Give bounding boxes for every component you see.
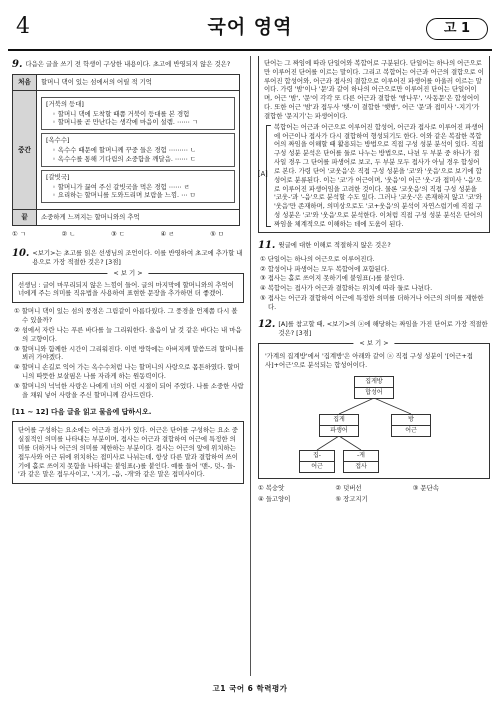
tree-node-right: 방 어근 xyxy=(391,414,431,437)
word-structure-tree xyxy=(289,376,459,472)
tree-node-left-right: -게 접사 xyxy=(343,450,379,473)
question-number: 11. xyxy=(258,239,276,251)
page-number: 4 xyxy=(16,14,30,39)
choice-5[interactable]: ⑤ 접사는 어근과 결합하여 어근에 특정한 의미를 더하거나 어근의 의미를 제한한다. xyxy=(260,294,484,311)
grade-badge: 고 1 xyxy=(426,18,488,40)
question-prompt: <보기>는 초고를 읽은 선생님의 조언이다. 이를 반영하여 초고에 추가할 내용으로 가장 적절한 것은? [3점] xyxy=(32,248,243,266)
bogi-box xyxy=(12,268,244,304)
choice-4[interactable]: ④ 할머니 손길로 익어 가는 옥수수처럼 나는 할머니의 사랑으로 몸튼하였다. 할머니의 따뜻한 보살핌은 나를 자라게 하는 원동력이다. xyxy=(14,363,240,381)
choice-3[interactable]: ③ ㄷ xyxy=(111,230,125,239)
tree-node-left: 집게 파생어 xyxy=(319,414,359,437)
row-label: 끝 xyxy=(13,210,37,225)
page-header xyxy=(8,6,492,48)
choice-3[interactable]: ③ 접사는 홀로 쓰이지 못하기에 붙임표(-)를 붙인다. xyxy=(260,274,405,283)
bogi-text: 선생님 : 글이 마무리되지 않은 느낌이 들어. 글의 마지막에 할머니와의 추억이 너에게 주는 의미를 직유법을 사용하여 표현한 문장을 추가하면 더 좋겠어. xyxy=(18,280,234,298)
row-text: 소중하게 느껴지는 할머니와의 추억 xyxy=(41,213,140,222)
plan-subsection: [옥수수] ◦ 옥수수 때문에 할머니께 꾸중 들은 경험 ⋯⋯⋯ ㄴ ◦ 옥수수를 통해 기다림의 소중함을 깨달음. ⋯⋯ ㄷ xyxy=(41,133,235,166)
passage-section-a xyxy=(258,122,484,229)
choice-4[interactable]: ④ 복합어는 접사가 어근과 결합하는 위치에 따라 둘로 나뉜다. xyxy=(260,284,433,293)
choice-4[interactable]: ④ ㄹ xyxy=(160,230,175,239)
plan-row-middle xyxy=(13,91,239,210)
choice-4[interactable]: ④ 들고양이 xyxy=(258,494,291,503)
choice-2[interactable]: ② 섬에서 자란 나는 푸른 바다를 늘 그리워한다. 울음이 날 것 같은 바다는 내 마음의 고향이다. xyxy=(14,325,242,343)
question-9 xyxy=(12,60,244,239)
choice-2[interactable]: ② 합성어나 파생어는 모두 복합어에 포함된다. xyxy=(260,264,390,273)
row-label: 처음 xyxy=(13,75,37,90)
question-number: 9. xyxy=(12,59,23,70)
choice-5[interactable]: ⑤ 할머니의 넉넉한 사랑은 나에게 너의 어린 시절이 되어 주었다. 나를 소중한 사람을 채워 넣어 사랑을 주신 할머니께 감사드린다. xyxy=(14,381,244,399)
subject-title: 국어 영역 xyxy=(207,16,293,38)
choice-1[interactable]: ① 복숭앗 xyxy=(258,484,285,493)
reading-passage-part1: 단어를 구성하는 요소에는 어근과 접사가 있다. 어근은 단어를 구성하는 요소 중 실질적인 의미를 나타내는 부분이며, 접사는 어근과 결합하여 어근에 특정한 의미를 더하거나 어근의 의미를 제한하는 부분이다. 접사는 어근의 앞에 위치하는 접두사와 어근 뒤에 위치하는 접미사로 나뉘는데, 항상 다른 말과 결합하여 쓰이기에 홀로 쓰이지 못함을 나타내는 붙임표(-)를 붙인다. 예를 들어 '맨-, 덧-, 들-'과 같은 말은 접두사이고, '-지기, -음, -개'와 같은 말은 접미사이다. xyxy=(12,421,244,484)
row-label: 중간 xyxy=(13,91,37,209)
reading-passage-part2 xyxy=(258,56,490,233)
bogi-label: < 보 기 > xyxy=(107,269,148,278)
plan-row-end xyxy=(13,210,239,225)
column-divider xyxy=(250,56,251,676)
page-footer: 고1 국어 6 학력평가 xyxy=(212,684,288,693)
bogi-text: '가계의 집계방'에서 '집계방'은 아래와 같이 ⓐ 직접 구성 성분이 '[어근+접사]+어근'으로 분석되는 합성어이다. xyxy=(265,352,473,370)
choice-1[interactable]: ① 단일어는 하나의 어근으로 이루어진다. xyxy=(260,254,375,263)
bogi-label: < 보 기 > xyxy=(353,339,394,348)
question-set-banner: [11 ~ 12] 다음 글을 읽고 물음에 답하시오. xyxy=(12,407,152,416)
question-prompt: [A]를 참고할 때, <보기>의 ⓐ에 해당하는 짜임을 가진 단어로 가장 적절한 것은? [3점] xyxy=(278,319,488,337)
question-12 xyxy=(258,320,490,504)
bogi-box xyxy=(258,339,490,479)
choice-3[interactable]: ③ 문단속 xyxy=(412,484,439,493)
tree-node-left-left: 집- 어근 xyxy=(299,450,335,473)
choice-5[interactable]: ⑤ ㅁ xyxy=(210,230,224,239)
choice-1[interactable]: ① ㄱ xyxy=(12,230,26,239)
choice-2[interactable]: ② 덧버선 xyxy=(335,484,362,493)
header-rule xyxy=(8,49,492,51)
choice-5[interactable]: ⑤ 장고지기 xyxy=(335,494,368,503)
choice-1[interactable]: ① 할머니 댁이 있는 섬의 풍경은 그림같이 아름다웠다. 그 풍경을 언제쯤 다시 볼 수 있을까? xyxy=(14,307,238,325)
choice-3[interactable]: ③ 할머니와 함께한 시간이 그리워진다. 이번 방학에는 아버지께 말씀드려 할머니를 뵈러 가야겠다. xyxy=(14,344,244,362)
plan-subsection: [갈빗국] ◦ 할머니가 끓여 주신 갈빗국을 먹은 경험 ⋯⋯ ㄹ ◦ 요리하는 할머니를 도와드리며 보람을 느낌. ⋯ ㅁ xyxy=(41,170,235,203)
passage-paragraph: 복합어는 어근과 어근으로 이루어진 합성어, 어근과 접사로 이루어진 파생어에 어근이나 접사가 다시 결합하여 형성되기도 한다. 이와 같은 복잡한 복합어의 짜임을 이해할 때 활용되는 방법으로 직접 구성 성분 분석이 있다. 직접 구성 성분 분석은 단어를 둘로 나누는 방법으로, 나뉜 두 부분 중 하나가 접사일 경우 그 단어를 파생어로 보고, 두 부분 모두 접사가 아닐 경우 합성어로 본다. 가령 단어 '코웃음'은 직접 구성 성분을 '코'와 '웃음'으로 보기에 합성어로 분류된다. 이는 '코'가 어근이며, '웃음'이 어근 '웃-'과 접미사 '-음'으로 이루어진 파생어임을 고려한 것이다. 물론 '코웃음'의 직접 구성 성분을 '코웃-'과 '-음'으로 분석할 수도 있다. 그러나 '코웃-'은 존재하지 않고 '코'와 '웃음'만 존재하며, 의미상으로도 '코+웃음'의 분석이 자연스럽기에 직접 구성 성분은 '코'와 '웃음'으로 분석한다. 이처럼 직접 구성 성분 분석은 단어의 짜임을 체계적으로 이해하는 데에 도움이 된다. xyxy=(274,122,484,228)
answer-choices xyxy=(12,230,244,239)
question-11 xyxy=(258,241,490,312)
left-column xyxy=(12,60,244,484)
question-number: 12. xyxy=(258,318,276,330)
plan-subsection: [거북의 등대] ◦ 할머니 댁에 도착할 때쯤 거북이 등대를 본 경험 ◦ 할머니를 곧 만난다는 생각에 마음이 설렘. ⋯⋯ ㄱ xyxy=(41,97,235,130)
answer-choices xyxy=(258,484,490,504)
choice-2[interactable]: ② ㄴ xyxy=(61,230,76,239)
answer-choices xyxy=(258,255,490,312)
question-number: 10. xyxy=(12,247,30,259)
passage-paragraph: 단어는 그 짜임에 따라 단일어와 복합어로 구분된다. 단일어는 하나의 어근으로만 이루어진 단어를 이르는 말이다. 그리고 복합어는 어근과 어근의 결합으로 이루어진 합성어와, 어근과 접사의 결합으로 이루어진 파생어를 아울러 이르는 말이다. 가령 '밤'이나 '문'과 같이 하나의 어근으로만 이루어진 단어는 단일어이며, 어근 '밤', '문'이 각각 또 다른 어근과 결합한 '밤나무', '사동문'은 합성어이다. 또한 어근 '밤'과 접두사 '햇-'이 결합한 '햇밤', 어근 '문'과 접미사 '-지기'가 결합한 '문지기'는 파생어이다. xyxy=(264,59,484,120)
question-prompt: 다음은 글을 쓰기 전 학생이 구상한 내용이다. 초고에 반영되지 않은 것은? xyxy=(25,60,231,68)
question-prompt: 윗글에 대한 이해로 적절하지 않은 것은? xyxy=(278,240,391,249)
bracket-label: [A] xyxy=(258,170,268,179)
writing-plan-table xyxy=(12,74,240,226)
right-column xyxy=(258,56,490,510)
plan-row-intro xyxy=(13,75,239,91)
answer-choices xyxy=(12,307,244,399)
row-text: 할머니 댁이 있는 섬에서의 어릴 적 기억 xyxy=(41,78,152,86)
tree-node-root: 집게방 합성어 xyxy=(354,376,394,399)
question-10 xyxy=(12,249,244,400)
